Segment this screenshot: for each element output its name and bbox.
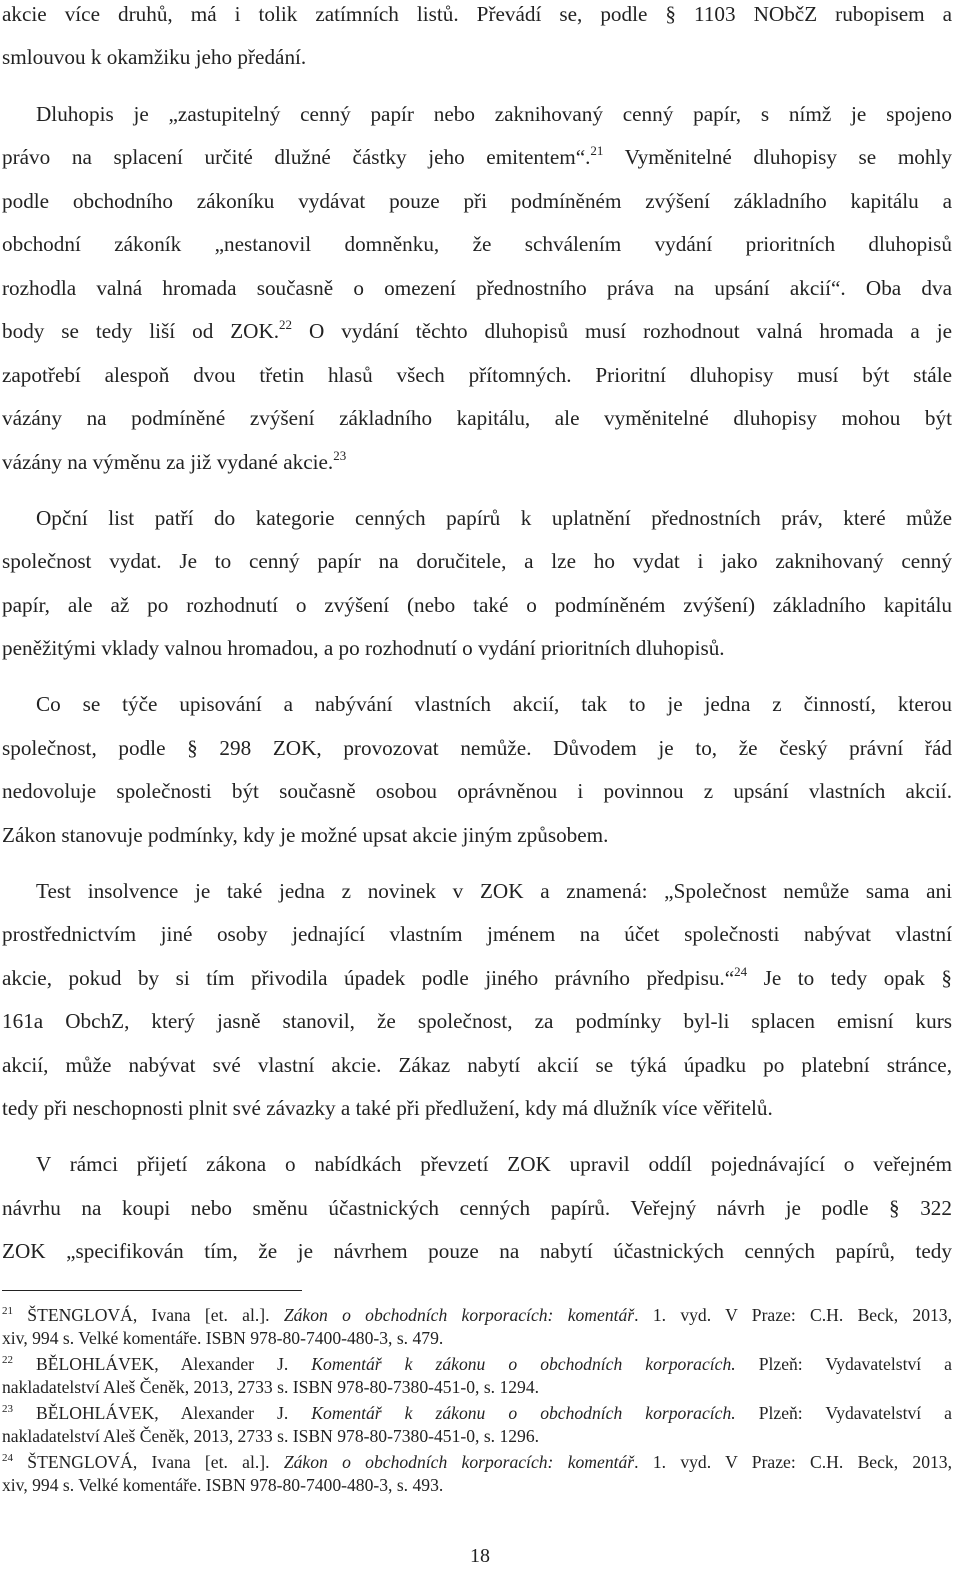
footnote: [2, 1402, 952, 1424]
body-line-text: akcie, pokud by si tím přivodila úpadek podle jiného právního předpisu.“: [2, 966, 735, 990]
body-line: [2, 734, 952, 762]
body-line: [36, 877, 952, 905]
footnote: [2, 1353, 952, 1375]
footnote-ref[interactable]: 24: [734, 964, 748, 979]
body-line-text: Opční list patří do kategorie cenných papírů k uplatnění přednostních práv, které může: [36, 506, 952, 530]
body-line-text: zapotřebí alespoň dvou třetin hlasů všech přítomných. Prioritní dluhopisy musí být stále: [2, 363, 952, 387]
body-line: [36, 1150, 952, 1178]
footnote-text: . 1. vyd. V Praze: C.H. Beck, 2013,: [634, 1452, 952, 1472]
footnote-continuation: xiv, 994 s. Velké komentáře. ISBN 978-80-7400-480-3, s. 479.: [2, 1328, 444, 1348]
body-line: [2, 0, 952, 28]
body-line: [2, 317, 952, 345]
body-line: [2, 591, 952, 619]
footnote-text: ŠTENGLOVÁ, Ivana [et. al.].: [13, 1452, 284, 1472]
footnote-ref[interactable]: 21: [590, 143, 604, 158]
body-line-text: společnost, podle § 298 ZOK, provozovat nemůže. Důvodem je to, že český právní řád: [2, 736, 952, 760]
body-line: [36, 690, 952, 718]
body-line-text: papír, ale až po rozhodnutí o zvýšení (nebo také o podmíněném zvýšení) základního kapitálu: [2, 593, 952, 617]
body-line-text: Co se týče upisování a nabývání vlastních akcií, tak to je jedna z činností, kterou: [36, 692, 952, 716]
body-line: [2, 547, 952, 575]
footnote-continuation: nakladatelství Aleš Čeněk, 2013, 2733 s. ISBN 978-80-7380-451-0, s. 1296.: [2, 1426, 540, 1446]
body-line: [2, 274, 952, 302]
body-line: [2, 821, 952, 849]
body-line: [2, 1051, 952, 1079]
body-line: [2, 777, 952, 805]
footnote-separator: [2, 1290, 302, 1291]
body-line: [2, 448, 952, 476]
footnote-title: Zákon o obchodních korporacích: komentář: [283, 1452, 635, 1472]
footnote-title: Komentář k zákonu o obchodních korporacích.: [311, 1354, 736, 1374]
footnote-number: 22: [2, 1354, 13, 1366]
body-line: [2, 1237, 952, 1265]
footnote-text: Plzeň: Vydavatelství a: [735, 1403, 952, 1423]
body-line: [2, 143, 952, 171]
footnote-text: BĚLOHLÁVEK, Alexander J.: [13, 1354, 312, 1374]
body-line-text: prostřednictvím jiné osoby jednající vlastním jménem na účet společnosti nabývat vlastní: [2, 922, 952, 946]
footnote-title: Zákon o obchodních korporacích: komentář: [283, 1305, 635, 1325]
body-line: [2, 361, 952, 389]
body-line: [2, 404, 952, 432]
body-line: [36, 504, 952, 532]
body-line-text: akcie více druhů, má i tolik zatímních listů. Převádí se, podle § 1103 NObčZ rubopisem a: [2, 2, 952, 26]
body-line: [2, 964, 952, 992]
body-line: [2, 230, 952, 258]
body-line-text: návrhu na koupi nebo směnu účastnických cenných papírů. Veřejný návrh je podle § 322: [2, 1196, 952, 1220]
body-line: [2, 1094, 952, 1122]
footnote-text: ŠTENGLOVÁ, Ivana [et. al.].: [13, 1305, 284, 1325]
body-line-text: 161a ObchZ, který jasně stanovil, že společnost, za podmínky byl-li splacen emisní kurs: [2, 1009, 952, 1033]
body-line: [36, 100, 952, 128]
body-line-text: body se tedy liší od ZOK.: [2, 319, 280, 343]
body-line: [2, 1007, 952, 1035]
body-line-text: ZOK „specifikován tím, že je návrhem pouze na nabytí účastnických cenných papírů, tedy: [2, 1239, 952, 1263]
footnote: [2, 1451, 952, 1473]
body-line-text: právo na splacení určité dlužné částky jeho emitentem“.: [2, 145, 591, 169]
footnote-continuation: xiv, 994 s. Velké komentáře. ISBN 978-80-7400-480-3, s. 493.: [2, 1475, 444, 1495]
body-line: [2, 1194, 952, 1222]
body-line: [2, 43, 952, 71]
body-line-text: podle obchodního zákoníku vydávat pouze při podmíněném zvýšení základního kapitálu a: [2, 189, 952, 213]
body-line-text: tedy při neschopnosti plnit své závazky a také při předlužení, kdy má dlužník více věřitelů.: [2, 1096, 773, 1120]
body-line-text: akcií, může nabývat své vlastní akcie. Zákaz nabytí akcií se týká úpadku po platební stránce,: [2, 1053, 952, 1077]
page-number: 18: [470, 1545, 490, 1567]
body-line-text: Je to tedy opak §: [747, 966, 952, 990]
footnote-text: . 1. vyd. V Praze: C.H. Beck, 2013,: [634, 1305, 952, 1325]
body-line-text: společnost vydat. Je to cenný papír na doručitele, a lze ho vydat i jako zaknihovaný cenný: [2, 549, 952, 573]
footnote-ref[interactable]: 22: [279, 317, 293, 332]
body-line-text: Test insolvence je také jedna z novinek v ZOK a znamená: „Společnost nemůže sama ani: [36, 879, 952, 903]
body-line: [2, 634, 952, 662]
body-line-text: Vyměnitelné dluhopisy se mohly: [603, 145, 952, 169]
footnote-number: 21: [2, 1305, 13, 1317]
footnote: [2, 1304, 952, 1326]
body-line-text: O vydání těchto dluhopisů musí rozhodnout valná hromada a je: [292, 319, 952, 343]
body-line-text: V rámci přijetí zákona o nabídkách převzetí ZOK upravil oddíl pojednávající o veřejném: [36, 1152, 952, 1176]
body-line-text: Dluhopis je „zastupitelný cenný papír nebo zaknihovaný cenný papír, s nímž je spojeno: [36, 102, 952, 126]
body-line-text: nedovoluje společnosti být současně osobou oprávněnou i povinnou z upsání vlastních akcií.: [2, 779, 952, 803]
body-line-text: vázány na podmíněné zvýšení základního kapitálu, ale vyměnitelné dluhopisy mohou být: [2, 406, 952, 430]
body-line-text: Zákon stanovuje podmínky, kdy je možné upsat akcie jiným způsobem.: [2, 823, 609, 847]
body-line: [2, 187, 952, 215]
footnote-title: Komentář k zákonu o obchodních korporacích.: [311, 1403, 736, 1423]
footnote-number: 23: [2, 1403, 13, 1415]
body-line-text: rozhodla valná hromada současně o omezení přednostního práva na upsání akcií“. Oba dva: [2, 276, 952, 300]
footnote-number: 24: [2, 1452, 13, 1464]
footnote-text: Plzeň: Vydavatelství a: [735, 1354, 952, 1374]
body-line: [2, 920, 952, 948]
footnote-continuation: nakladatelství Aleš Čeněk, 2013, 2733 s. ISBN 978-80-7380-451-0, s. 1294.: [2, 1377, 540, 1397]
body-line-text: obchodní zákoník „nestanovil domněnku, že schválením vydání prioritních dluhopisů: [2, 232, 952, 256]
body-line-text: vázány na výměnu za již vydané akcie.: [2, 450, 334, 474]
footnote-ref[interactable]: 23: [333, 448, 347, 463]
footnote-text: BĚLOHLÁVEK, Alexander J.: [13, 1403, 312, 1423]
body-line-text: peněžitými vklady valnou hromadou, a po rozhodnutí o vydání prioritních dluhopisů.: [2, 636, 725, 660]
body-line-text: smlouvou k okamžiku jeho předání.: [2, 45, 307, 69]
